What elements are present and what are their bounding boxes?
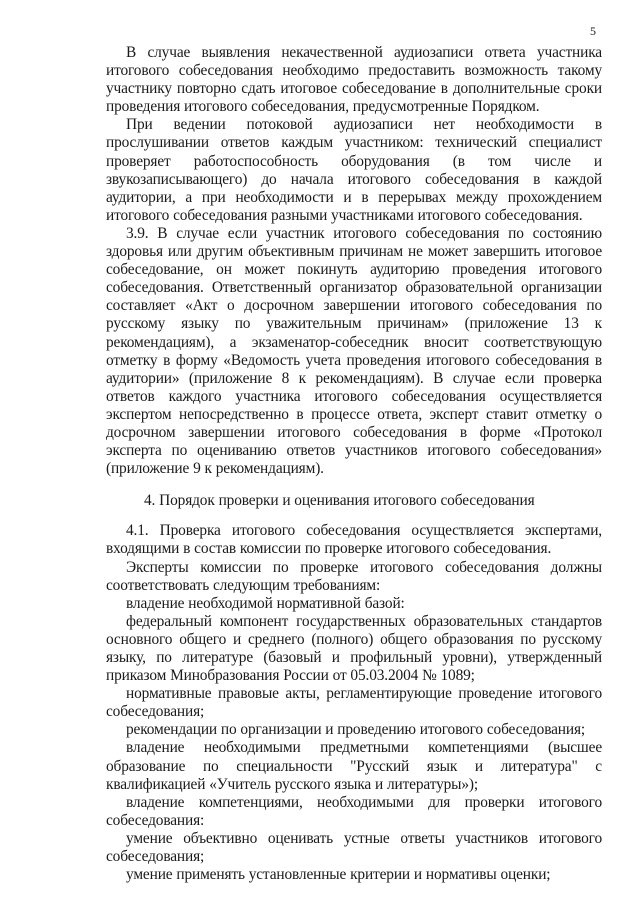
list-item-federal-standard: федеральный компонент государственных образовательных стандартов основного общего и среднего (полного) общего образования по русскому языку, по литературе (базовый и профильный уровни), утвержденный приказом Минобразования России от 05.03.2004 № 1089; (106, 612, 602, 685)
paragraph-4-1: 4.1. Проверка итогового собеседования осуществляется экспертами, входящими в состав комиссии по проверке итогового собеседования. (106, 522, 602, 558)
paragraph-stream-recording: При ведении потоковой аудиозаписи нет необходимости в прослушивании ответов каждым участником: технический специалист проверяет работоспособность оборудования (в том числе и звукозаписывающего) до начала итогового собеседования в каждой аудитории, а при необходимости и в перерывах между прохождением итогового собеседования разными участниками итогового собеседования. (106, 116, 602, 224)
list-item-recommendations: рекомендации по организации и проведению итогового собеседования; (126, 721, 586, 739)
list-item-objective-evaluation: умение объективно оценивать устные ответы участников итогового собеседования; (106, 829, 602, 866)
paragraph-audio-quality: В случае выявления некачественной аудиозаписи ответа участника итогового собеседования необходимо предоставить возможность такому участнику повторно сдать итоговое собеседование в дополнительные сроки проведения итогового собеседования, предусмотренные Порядком. (106, 44, 602, 116)
list-item-normative-base: владение необходимой нормативной базой: (126, 594, 405, 612)
document-body (106, 44, 602, 884)
paragraph-3-9-early-completion: 3.9. В случае если участник итогового собеседования по состоянию здоровья или другим объективным причинам не может завершить итоговое собеседование, он может покинуть аудиторию проведения итогового собеседования. Ответственный организатор образовательной организации составляет «Акт о досрочном завершении итогового собеседования по русскому языку по уважительным причинам» (приложение 13 к рекомендациям), а экзаменатор-собеседник вносит соответствующую отметку в форму «Ведомость учета проведения итогового собеседования в аудитории» (приложение 8 к рекомендациям). В случае если проверка ответов каждого участника итогового собеседования осуществляется экспертом непосредственно в процессе ответа, эксперт ставит отметку о досрочном завершении итогового собеседования в форме «Протокол эксперта по оцениванию ответов участников итогового собеседования» (приложение 9 к рекомендациям). (106, 224, 602, 478)
page-number: 5 (590, 24, 596, 38)
section-heading-4: 4. Порядок проверки и оценивания итогового собеседования (144, 492, 535, 510)
paragraph-expert-requirements: Эксперты комиссии по проверке итогового собеседования должны соответствовать следующим требованиям: (106, 558, 602, 594)
list-item-apply-criteria: умение применять установленные критерии и нормативы оценки; (126, 866, 551, 884)
list-item-checking-competence: владение компетенциями, необходимыми для проверки итогового собеседования: (106, 793, 602, 829)
list-item-legal-acts: нормативные правовые акты, регламентирующие проведение итогового собеседования; (106, 685, 602, 721)
list-item-subject-competence: владение необходимыми предметными компетенциями (высшее образование по специальности "Русский язык и литература" с квалификацией «Учитель русского языка и литературы»); (106, 739, 602, 793)
